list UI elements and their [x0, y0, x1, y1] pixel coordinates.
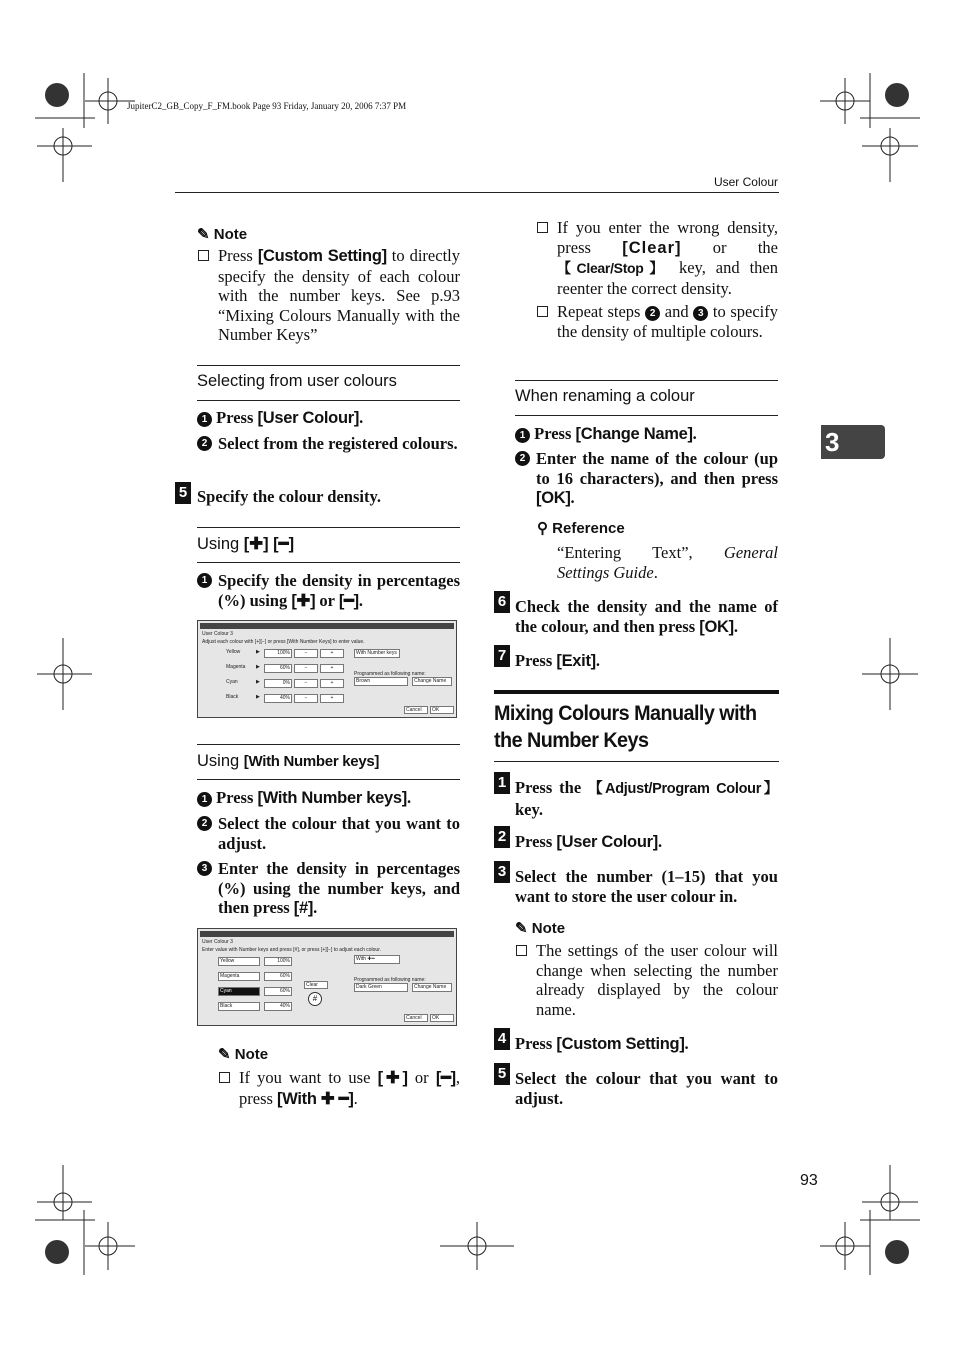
section-rule: [197, 527, 460, 528]
section-title: When renaming a colour: [515, 387, 695, 405]
custom-setting-key: [Custom Setting]: [257, 247, 387, 265]
programmed-label: Programmed as following name:: [354, 671, 426, 677]
ok-button[interactable]: OK: [430, 1014, 454, 1022]
colour-name: Magenta: [226, 664, 246, 670]
substep: [197, 814, 460, 853]
substep-text: Enter the density in percentages (%) using the number keys, and then press: [218, 859, 460, 917]
punct: .: [406, 788, 412, 807]
substep-text: Specify the density in percentages (%) using: [218, 571, 460, 610]
substep-number: 2: [197, 816, 212, 831]
colour-name[interactable]: Yellow: [218, 957, 260, 966]
step-text: [515, 651, 600, 672]
note-checkbox: [537, 305, 548, 323]
punct: .: [313, 898, 318, 917]
note-title: Note: [234, 1046, 269, 1063]
density-value: 40%: [264, 1002, 292, 1011]
reference-text: [557, 543, 778, 582]
exit-key: [Exit]: [556, 652, 596, 670]
section-title: [197, 534, 294, 554]
section-rule: [197, 744, 460, 745]
plus-button[interactable]: +: [320, 679, 344, 688]
minus-key: [━]: [338, 591, 359, 610]
user-colour-key: [User Colour]: [257, 409, 360, 427]
running-header: User Colour: [713, 175, 778, 189]
pencil-icon: ✎: [197, 226, 210, 243]
section-rule: [197, 400, 460, 401]
substep-text: or: [315, 590, 339, 610]
ok-key: [OK]: [699, 617, 734, 636]
row-arrow-icon: ▶: [256, 694, 260, 700]
substep-number: 1: [197, 412, 212, 427]
substep-number: 1: [197, 573, 212, 588]
screen-title-bar: [200, 623, 454, 629]
bullet-text-post: key, and then reenter the correct density.: [557, 258, 778, 298]
step-number: 7: [494, 645, 510, 667]
substep-text: Press: [216, 408, 258, 427]
step-text: [515, 1034, 689, 1055]
note-title: Note: [213, 226, 248, 243]
step-text: Select the colour that you want to adjust.: [515, 1069, 778, 1108]
reference-heading: [537, 519, 625, 537]
punct: .: [358, 590, 363, 610]
with-number-keys-button[interactable]: With Number keys: [354, 649, 400, 658]
substep-number: 1: [515, 428, 530, 443]
step-text-main: Check the density and the name of the colour, and then press: [515, 597, 778, 636]
substep-number: 1: [197, 792, 212, 807]
plus-button[interactable]: +: [320, 649, 344, 658]
section-title-text: Using: [197, 752, 244, 770]
bullet-text-mid: or the: [681, 237, 778, 257]
colour-name[interactable]: Cyan: [218, 987, 260, 996]
with-number-keys-key: [With Number keys]: [257, 789, 407, 807]
substep: [515, 449, 778, 509]
minus-button[interactable]: −: [294, 679, 318, 688]
pencil-icon: ✎: [218, 1046, 231, 1063]
bullet-text-mid: and: [660, 302, 694, 321]
punct: .: [595, 651, 600, 670]
screenshot-number-keys: [197, 928, 457, 1026]
clear-stop-key: 【Clear/Stop】: [557, 260, 669, 276]
substep: [515, 424, 778, 445]
step-number: 4: [494, 1028, 510, 1050]
plus-button[interactable]: +: [320, 664, 344, 673]
step-number: 2: [494, 826, 510, 848]
step-number: 3: [494, 861, 510, 883]
note-text: The settings of the user colour will change when selecting the number already displayed by the colour name.: [536, 941, 778, 1019]
section-heading: Mixing Colours Manually with the Number Keys: [494, 701, 757, 752]
bullet-text-pre: Repeat steps: [557, 302, 646, 321]
note-heading: [515, 919, 565, 937]
section-rule: [197, 562, 460, 563]
change-name-key: [Change Name]: [575, 425, 693, 443]
note-text: If you want to use: [239, 1068, 378, 1087]
step-text: [515, 832, 662, 853]
section-title: Selecting from user colours: [197, 372, 397, 390]
step-text-post: key.: [515, 799, 543, 819]
substep: [197, 788, 460, 809]
colour-name[interactable]: Magenta: [218, 972, 260, 981]
density-value: 60%: [264, 664, 292, 673]
plus-key: [✚]: [377, 1069, 408, 1087]
step-text-main: Press: [515, 651, 557, 670]
density-value: 60%: [264, 987, 292, 996]
substep: [197, 859, 460, 919]
section-title: [197, 752, 379, 771]
density-value: 0%: [264, 679, 292, 688]
step-number: 5: [175, 482, 191, 504]
plus-minus-keys: [✚] [━]: [243, 535, 295, 553]
substep-text: Enter the name of the colour (up to 16 characters), and then press: [536, 449, 778, 488]
step-number: 1: [494, 772, 510, 794]
screen-title-bar: [200, 931, 454, 937]
step-text: Specify the colour density.: [197, 487, 381, 506]
section-rule: [197, 365, 460, 366]
screen-title: User Colour 3: [202, 939, 233, 945]
minus-button[interactable]: −: [294, 694, 318, 703]
page-number: 93: [800, 1172, 818, 1189]
adjust-program-colour-key: 【Adjust/Program Colour】: [588, 781, 779, 797]
section-heading-underline: [494, 761, 779, 762]
note-checkbox: [537, 221, 548, 239]
colour-name: Cyan: [226, 679, 238, 685]
chapter-tab: 3: [821, 425, 885, 459]
change-name-button[interactable]: Change Name: [412, 983, 452, 992]
note-heading: [197, 225, 247, 243]
minus-key: [━]: [435, 1069, 456, 1087]
substep-number: 3: [197, 861, 212, 876]
step-text: [515, 778, 778, 819]
row-arrow-icon: ▶: [256, 664, 260, 670]
note-text: [239, 1068, 460, 1109]
section-heading-rule: [494, 690, 779, 694]
note-checkbox: [516, 944, 527, 962]
density-value: 100%: [264, 957, 292, 966]
step-ref: 3: [693, 306, 708, 321]
section-rule: [515, 380, 778, 381]
density-value: 40%: [264, 694, 292, 703]
clear-key: [Clear]: [622, 238, 682, 257]
row-arrow-icon: ▶: [256, 649, 260, 655]
colour-name: Black: [226, 694, 239, 700]
pencil-icon: ✎: [515, 920, 528, 937]
cancel-button[interactable]: Cancel: [404, 706, 428, 714]
row-arrow-icon: ▶: [256, 679, 260, 685]
step-ref: 2: [645, 306, 660, 321]
note-checkbox: [219, 1071, 230, 1089]
punct: .: [653, 562, 658, 582]
screen-title: User Colour 3: [202, 631, 233, 637]
punct: .: [570, 488, 575, 507]
custom-setting-key: [Custom Setting]: [556, 1035, 685, 1053]
screen-instruction: Adjust each colour with [+][−] or press [With Number Keys] to enter value.: [202, 639, 365, 645]
header-rule: [175, 192, 779, 193]
bullet-text: [557, 218, 778, 298]
step-text-main: Press the: [515, 778, 589, 797]
step-text: Select the number (1–15) that you want to store the user colour in.: [515, 867, 778, 906]
ok-button[interactable]: OK: [430, 706, 454, 714]
change-name-button[interactable]: Change Name: [412, 677, 452, 686]
print-header: JupiterC2_GB_Copy_F_FM.book Page 93 Friday, January 20, 2006 7:37 PM: [127, 101, 407, 111]
with-plus-minus-key: [With ✚ ━]: [277, 1089, 354, 1108]
density-value: 60%: [264, 972, 292, 981]
section-rule: [197, 779, 460, 780]
note-text-post: to directly specify the density of each colour with the number keys. See p.93 “Mixing Colours Manually with the Number Keys”: [218, 246, 460, 344]
substep-number: 2: [515, 451, 530, 466]
section-rule: [515, 415, 778, 416]
substep: [197, 408, 460, 429]
hash-key: [#]: [293, 899, 314, 917]
step-number: 5: [494, 1063, 510, 1085]
step-number: 6: [494, 591, 510, 613]
density-value: 100%: [264, 649, 292, 658]
clear-button[interactable]: Clear: [304, 981, 328, 989]
guide-title: General Settings Guide: [557, 543, 778, 582]
hash-button[interactable]: #: [308, 992, 322, 1006]
reference-title: Reference: [552, 520, 625, 537]
colour-name[interactable]: Black: [218, 1002, 260, 1011]
name-field: Brown: [354, 677, 408, 686]
substep-number: 2: [197, 436, 212, 451]
note-text: or: [407, 1068, 436, 1087]
name-field: Dark Green: [354, 983, 408, 992]
bullet-text-pre: If you enter the wrong density, press: [557, 218, 778, 257]
punct: .: [692, 424, 697, 443]
bullet-text: [557, 302, 778, 341]
magnifier-icon: ⚲: [537, 520, 548, 537]
plus-button[interactable]: +: [320, 694, 344, 703]
substep-text: Select the colour that you want to adjust.: [218, 814, 460, 853]
punct: .: [657, 832, 663, 851]
step-text: [515, 597, 778, 637]
programmed-label: Programmed as following name:: [354, 977, 426, 983]
punct: .: [353, 1088, 358, 1108]
screenshot-plus-minus: [197, 620, 457, 718]
note-heading: [218, 1045, 268, 1063]
minus-button[interactable]: −: [294, 649, 318, 658]
substep-text: Select from the registered colours.: [218, 434, 458, 453]
punct: .: [359, 408, 364, 427]
bullet-text-post: to specify the density of multiple colours.: [557, 302, 779, 341]
substep: [197, 571, 460, 611]
step-text-main: Press: [515, 832, 557, 851]
substep: [197, 434, 460, 454]
step-text-main: Press: [515, 1034, 557, 1053]
user-colour-key: [User Colour]: [556, 833, 658, 851]
section-title-text: Using: [197, 535, 244, 553]
ok-key: [OK]: [536, 489, 571, 507]
cancel-button[interactable]: Cancel: [404, 1014, 428, 1022]
punct: .: [684, 1034, 689, 1053]
plus-key: [✚]: [291, 591, 316, 610]
note-text-pre: Press: [218, 246, 258, 265]
note-title: Note: [531, 920, 566, 937]
substep-text: Press: [216, 788, 258, 807]
colour-name: Yellow: [226, 649, 241, 655]
screen-instruction: Enter value with Number keys and press [#], or press [+][−] to adjust each colour.: [202, 947, 381, 953]
punct: .: [733, 616, 738, 636]
note-checkbox: [198, 249, 209, 267]
minus-button[interactable]: −: [294, 664, 318, 673]
substep-text: Press: [534, 424, 576, 443]
note-text: , press: [239, 1068, 460, 1108]
reference-text-main: “Entering Text”,: [557, 543, 724, 562]
with-plus-minus-button[interactable]: With ✚━: [354, 955, 400, 964]
with-number-keys-key: [With Number keys]: [243, 753, 380, 770]
note-text: [218, 246, 460, 345]
